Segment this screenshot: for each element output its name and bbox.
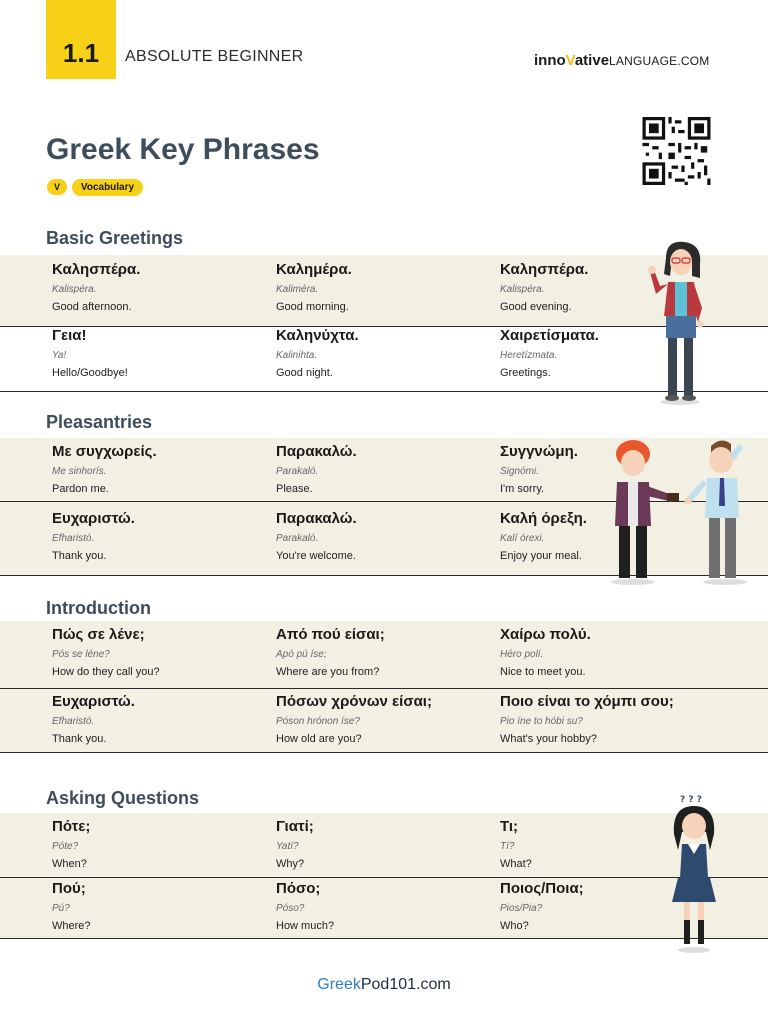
transliteration: Ya! [52, 350, 67, 361]
greek-phrase: Πόσο; [276, 880, 321, 897]
transliteration: Kalispéra. [52, 284, 97, 295]
greek-phrase: Με συγχωρείς. [52, 443, 157, 460]
transliteration: Kalí órexi. [500, 533, 545, 544]
transliteration: Héro polí. [500, 649, 544, 660]
woman-waving-illustration [644, 238, 714, 406]
greek-phrase: Καλή όρεξη. [500, 510, 587, 527]
phrase-cell [500, 693, 720, 745]
english-translation: Good evening. [500, 301, 572, 313]
phrase-cell [276, 693, 496, 745]
greek-phrase: Από πού είσαι; [276, 626, 385, 643]
transliteration: Pio íne to hóbi su? [500, 716, 583, 727]
greek-phrase: Πότε; [52, 818, 91, 835]
greek-phrase: Χαιρετίσματα. [500, 327, 599, 344]
svg-text:? ? ?: ? ? ? [680, 795, 702, 805]
qr-code-icon[interactable] [641, 117, 712, 185]
english-translation: I'm sorry. [500, 483, 545, 495]
greek-phrase: Ευχαριστώ. [52, 693, 135, 710]
english-translation: How do they call you? [52, 666, 160, 678]
phrase-cell [52, 510, 272, 562]
table-row [0, 878, 768, 939]
greek-phrase: Γιατί; [276, 818, 314, 835]
phrase-cell [276, 443, 496, 495]
english-translation: What? [500, 858, 532, 870]
phrase-cell [500, 626, 720, 678]
phrase-cell [276, 880, 496, 932]
english-translation: Where? [52, 920, 91, 932]
level-label: ABSOLUTE BEGINNER [125, 48, 304, 65]
phrase-cell [276, 510, 496, 562]
english-translation: Greetings. [500, 367, 551, 379]
lesson-number-badge: 1.1 [46, 0, 116, 79]
greek-phrase: Καλημέρα. [276, 261, 352, 278]
transliteration: Kaliméra. [276, 284, 319, 295]
phrase-cell [52, 261, 272, 313]
brand-part-domain: LANGUAGE.COM [609, 54, 710, 68]
men-conversation-illustration [603, 436, 758, 586]
english-translation: Thank you. [52, 733, 107, 745]
phrase-cell [52, 693, 272, 745]
transliteration: Pú? [52, 903, 70, 914]
english-translation: What's your hobby? [500, 733, 597, 745]
english-translation: Who? [500, 920, 529, 932]
phrase-cell [276, 626, 496, 678]
phrase-cell [276, 818, 496, 870]
english-translation: You're welcome. [276, 550, 356, 562]
phrase-cell [276, 261, 496, 313]
greek-phrase: Ποιος/Ποια; [500, 880, 584, 897]
english-translation: Good morning. [276, 301, 349, 313]
greek-phrase: Πού; [52, 880, 86, 897]
greek-phrase: Καλησπέρα. [52, 261, 141, 278]
table-row [0, 813, 768, 878]
tag-vocabulary: Vocabulary [72, 179, 143, 196]
section-title-asking-questions: Asking Questions [46, 788, 200, 808]
section-title-basic-greetings: Basic Greetings [46, 228, 184, 248]
transliteration: Póte? [52, 841, 79, 852]
english-translation: Good afternoon. [52, 301, 132, 313]
transliteration: Pios/Pia? [500, 903, 543, 914]
greek-phrase: Καληνύχτα. [276, 327, 359, 344]
english-translation: Where are you from? [276, 666, 380, 678]
transliteration: Póso? [276, 903, 305, 914]
english-translation: When? [52, 858, 87, 870]
english-translation: Thank you. [52, 550, 107, 562]
phrase-cell [52, 880, 272, 932]
greek-phrase: Ευχαριστώ. [52, 510, 135, 527]
transliteration: Kalispéra. [500, 284, 545, 295]
brand-part-ative: ative [574, 52, 610, 69]
greek-phrase: Πόσων χρόνων είσαι; [276, 693, 432, 710]
phrase-cell [276, 327, 496, 379]
transliteration: Apó pú íse; [276, 649, 327, 660]
greek-phrase: Γεια! [52, 327, 87, 344]
transliteration: Efharistó. [52, 533, 95, 544]
brand-part-v: V [565, 52, 575, 69]
greek-phrase: Χαίρω πολύ. [500, 626, 591, 643]
transliteration: Kalinihta. [276, 350, 318, 361]
footer-part-pod: Pod101.com [360, 976, 451, 993]
footer-part-greek: Greek [317, 976, 361, 993]
greek-phrase: Παρακαλώ. [276, 510, 357, 527]
english-translation: Enjoy your meal. [500, 550, 582, 562]
greek-phrase: Καλησπέρα. [500, 261, 589, 278]
girl-thinking-illustration [666, 792, 722, 954]
english-translation: Good night. [276, 367, 333, 379]
transliteration: Parakaló. [276, 466, 319, 477]
tag-v-badge: V [47, 179, 67, 195]
brand-part-innov: inno [534, 52, 566, 69]
english-translation: How old are you? [276, 733, 362, 745]
transliteration: Signómi. [500, 466, 539, 477]
english-translation: Please. [276, 483, 313, 495]
english-translation: Hello/Goodbye! [52, 367, 128, 379]
greek-phrase: Πώς σε λένε; [52, 626, 145, 643]
transliteration: Me sinhorís. [52, 466, 107, 477]
phrase-cell [52, 626, 272, 678]
english-translation: Pardon me. [52, 483, 109, 495]
transliteration: Póson hrónon íse? [276, 716, 360, 727]
page-title: Greek Key Phrases [46, 133, 320, 166]
transliteration: Tí? [500, 841, 515, 852]
english-translation: Why? [276, 858, 305, 870]
transliteration: Pós se léne? [52, 649, 110, 660]
english-translation: How much? [276, 920, 335, 932]
greek-phrase: Ποιο είναι το χόμπι σου; [500, 693, 674, 710]
greek-phrase: Τι; [500, 818, 519, 835]
greek-phrase: Συγγνώμη. [500, 443, 578, 460]
phrase-cell [52, 327, 272, 379]
brand-logo[interactable] [534, 52, 709, 69]
footer-link[interactable] [0, 976, 768, 994]
section-title-pleasantries: Pleasantries [46, 412, 153, 432]
phrase-cell [52, 818, 272, 870]
table-row [0, 689, 768, 753]
transliteration: Efharistó. [52, 716, 95, 727]
transliteration: Yatí? [276, 841, 299, 852]
table-row [0, 621, 768, 689]
transliteration: Heretízmata. [500, 350, 558, 361]
greek-phrase: Παρακαλώ. [276, 443, 357, 460]
section-title-introduction: Introduction [46, 598, 151, 618]
transliteration: Parakaló. [276, 533, 319, 544]
english-translation: Nice to meet you. [500, 666, 586, 678]
phrase-cell [52, 443, 272, 495]
